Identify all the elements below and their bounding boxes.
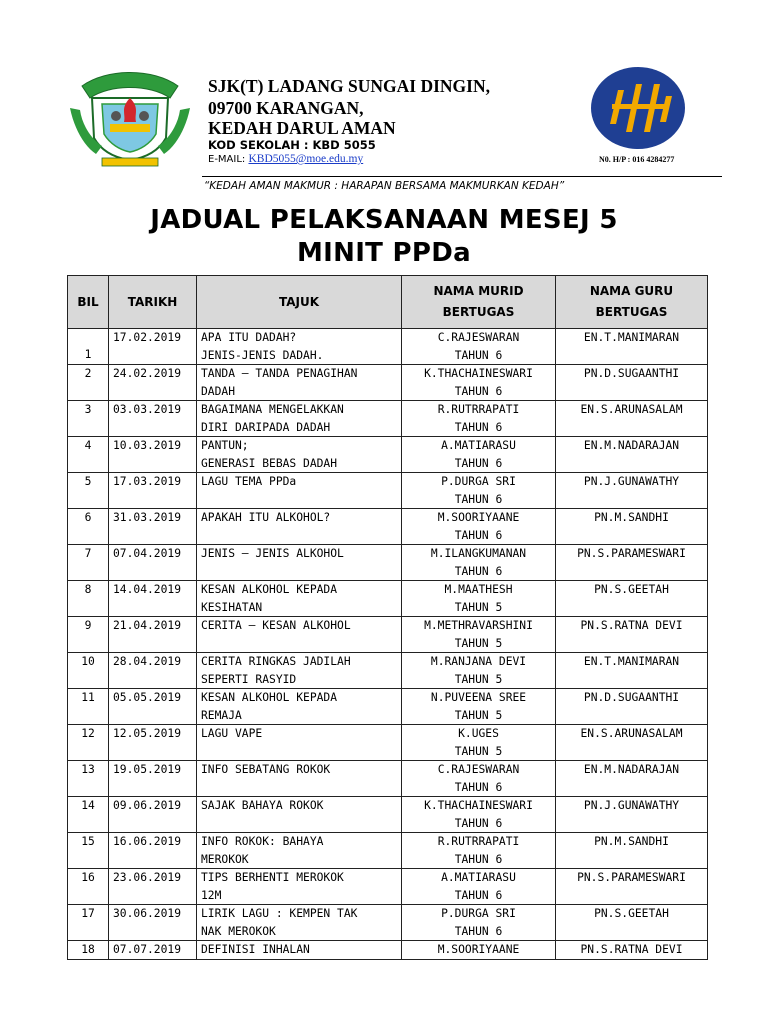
- cell-tajuk: [197, 329, 402, 365]
- tajuk-line1: KESAN ALKOHOL KEPADA: [201, 691, 338, 704]
- table-row: [68, 725, 708, 761]
- cell-bil: 15: [68, 833, 109, 869]
- cell-bil: 1: [68, 329, 109, 365]
- cell-tarikh: 03.03.2019: [109, 401, 197, 437]
- tajuk-line2: [201, 779, 397, 797]
- table-row: [68, 905, 708, 941]
- table-row: [68, 545, 708, 581]
- cell-nama-guru: PN.D.SUGAANTHI: [556, 689, 708, 725]
- cell-tarikh: 30.06.2019: [109, 905, 197, 941]
- cell-nama-guru: EN.S.ARUNASALAM: [556, 401, 708, 437]
- cell-tajuk: [197, 509, 402, 545]
- cell-nama-murid: [402, 581, 556, 617]
- header-murid-line2: BERTUGAS: [442, 305, 515, 319]
- tajuk-line2: [201, 815, 397, 833]
- tajuk-line2: SEPERTI RASYID: [201, 672, 297, 686]
- cell-nama-guru: PN.J.GUNAWATHY: [556, 473, 708, 509]
- cell-nama-guru: PN.J.GUNAWATHY: [556, 797, 708, 833]
- school-code: KOD SEKOLAH : KBD 5055: [208, 138, 376, 152]
- cell-bil: 7: [68, 545, 109, 581]
- cell-bil: 16: [68, 869, 109, 905]
- tajuk-line1: KESAN ALKOHOL KEPADA: [201, 583, 338, 596]
- tajuk-line1: APA ITU DADAH?: [201, 331, 297, 344]
- cell-nama-guru: EN.T.MANIMARAN: [556, 653, 708, 689]
- table-row: [68, 365, 708, 401]
- tajuk-line1: LIRIK LAGU : KEMPEN TAK: [201, 907, 358, 920]
- cell-tarikh: 28.04.2019: [109, 653, 197, 689]
- murid-tahun: TAHUN 6: [454, 420, 503, 434]
- tajuk-line2: KESIHATAN: [201, 600, 263, 614]
- murid-name: A.MATIARASU: [441, 439, 516, 452]
- cell-tarikh: 09.06.2019: [109, 797, 197, 833]
- cell-bil: 12: [68, 725, 109, 761]
- cell-tajuk: [197, 581, 402, 617]
- cell-tarikh: 21.04.2019: [109, 617, 197, 653]
- murid-tahun: TAHUN 6: [454, 564, 503, 578]
- phone-number: N0. H/P : 016 4284277: [599, 155, 675, 164]
- cell-tarikh: 07.07.2019: [109, 941, 197, 960]
- tajuk-line1: INFO SEBATANG ROKOK: [201, 763, 331, 776]
- cell-nama-murid: [402, 869, 556, 905]
- tajuk-line1: INFO ROKOK: BAHAYA: [201, 835, 324, 848]
- cell-tajuk: [197, 761, 402, 797]
- murid-tahun: TAHUN 6: [454, 888, 503, 902]
- header-guru-line2: BERTUGAS: [595, 305, 668, 319]
- tajuk-line2: MEROKOK: [201, 852, 249, 866]
- tajuk-line2: JENIS-JENIS DADAH.: [201, 348, 324, 362]
- tajuk-line2: [201, 563, 397, 581]
- cell-nama-guru: PN.S.GEETAH: [556, 581, 708, 617]
- table-row: [68, 509, 708, 545]
- header-nama-guru: [556, 276, 708, 329]
- cell-nama-guru: EN.M.NADARAJAN: [556, 437, 708, 473]
- cell-nama-murid: [402, 941, 556, 960]
- cell-tarikh: 23.06.2019: [109, 869, 197, 905]
- cell-tajuk: [197, 617, 402, 653]
- tajuk-line2: [201, 635, 397, 653]
- cell-tarikh: 24.02.2019: [109, 365, 197, 401]
- cell-nama-murid: [402, 797, 556, 833]
- cell-bil: 3: [68, 401, 109, 437]
- murid-name: M.RANJANA DEVI: [430, 655, 527, 668]
- cell-tarikh: 07.04.2019: [109, 545, 197, 581]
- murid-tahun: TAHUN 5: [454, 672, 503, 686]
- table-row: [68, 617, 708, 653]
- murid-name: K.THACHAINESWARI: [424, 367, 533, 380]
- title-line2: MINIT PPDa: [296, 238, 471, 268]
- cell-tarikh: 17.03.2019: [109, 473, 197, 509]
- tajuk-line2: DADAH: [201, 384, 236, 398]
- murid-tahun: TAHUN 6: [454, 456, 503, 470]
- cell-tajuk: [197, 653, 402, 689]
- murid-tahun: TAHUN 5: [454, 600, 503, 614]
- cell-nama-guru: PN.S.GEETAH: [556, 905, 708, 941]
- cell-tarikh: 05.05.2019: [109, 689, 197, 725]
- murid-name: M.SOORIYAANE: [437, 943, 520, 956]
- cell-tajuk: [197, 833, 402, 869]
- cell-nama-murid: [402, 329, 556, 365]
- cell-nama-guru: PN.M.SANDHI: [556, 509, 708, 545]
- cell-nama-murid: [402, 653, 556, 689]
- cell-nama-murid: [402, 509, 556, 545]
- cell-nama-guru: PN.S.RATNA DEVI: [556, 941, 708, 960]
- murid-name: P.DURGA SRI: [441, 907, 516, 920]
- cell-nama-guru: PN.M.SANDHI: [556, 833, 708, 869]
- tajuk-line1: APAKAH ITU ALKOHOL?: [201, 511, 331, 524]
- tajuk-line2: [201, 491, 397, 509]
- cell-nama-guru: PN.S.PARAMESWARI: [556, 545, 708, 581]
- email-label: E-MAIL:: [208, 154, 249, 165]
- document-title: [0, 204, 768, 270]
- table-row: [68, 437, 708, 473]
- tajuk-line1: TIPS BERHENTI MEROKOK: [201, 871, 344, 884]
- murid-tahun: TAHUN 6: [454, 852, 503, 866]
- cell-bil: 6: [68, 509, 109, 545]
- cell-nama-murid: [402, 905, 556, 941]
- cell-nama-guru: PN.S.RATNA DEVI: [556, 617, 708, 653]
- school-name: SJK(T) LADANG SUNGAI DINGIN,: [208, 76, 490, 96]
- cell-tajuk: [197, 905, 402, 941]
- schedule-table: [67, 275, 708, 960]
- table-row: [68, 401, 708, 437]
- cell-nama-murid: [402, 437, 556, 473]
- cell-bil: 13: [68, 761, 109, 797]
- cell-nama-murid: [402, 401, 556, 437]
- header-divider: [202, 176, 722, 177]
- tajuk-line1: TANDA – TANDA PENAGIHAN: [201, 367, 358, 380]
- murid-name: M.SOORIYAANE: [437, 511, 520, 524]
- motto: “KEDAH AMAN MAKMUR : HARAPAN BERSAMA MAKMURKAN KEDAH”: [203, 180, 565, 192]
- tajuk-line2: REMAJA: [201, 708, 242, 722]
- tajuk-line2: DIRI DARIPADA DADAH: [201, 420, 331, 434]
- cell-bil: 5: [68, 473, 109, 509]
- tajuk-line2: GENERASI BEBAS DADAH: [201, 456, 338, 470]
- cell-nama-murid: [402, 761, 556, 797]
- cell-nama-guru: EN.M.NADARAJAN: [556, 761, 708, 797]
- murid-name: M.ILANGKUMANAN: [430, 547, 527, 560]
- school-address-line2: KEDAH DARUL AMAN: [208, 118, 396, 138]
- tajuk-line1: LAGU TEMA PPDa: [201, 475, 297, 488]
- cell-tajuk: [197, 437, 402, 473]
- cell-bil: 4: [68, 437, 109, 473]
- header-murid-line1: NAMA MURID: [433, 284, 524, 298]
- tajuk-line1: LAGU VAPE: [201, 727, 263, 740]
- table-row: [68, 653, 708, 689]
- cell-bil: 17: [68, 905, 109, 941]
- tajuk-line1: BAGAIMANA MENGELAKKAN: [201, 403, 344, 416]
- murid-tahun: TAHUN 6: [454, 780, 503, 794]
- school-email-line: [208, 153, 363, 165]
- cell-nama-murid: [402, 545, 556, 581]
- murid-name: R.RUTRRAPATI: [437, 835, 520, 848]
- cell-tarikh: 19.05.2019: [109, 761, 197, 797]
- tajuk-line2: NAK MEROKOK: [201, 924, 276, 938]
- murid-name: M.METHRAVARSHINI: [424, 619, 533, 632]
- cell-bil: 9: [68, 617, 109, 653]
- cell-tajuk: [197, 689, 402, 725]
- cell-nama-murid: [402, 833, 556, 869]
- murid-tahun: TAHUN 5: [454, 708, 503, 722]
- cell-bil: 14: [68, 797, 109, 833]
- murid-name: R.RUTRRAPATI: [437, 403, 520, 416]
- murid-name: K.THACHAINESWARI: [424, 799, 533, 812]
- tajuk-line2: 12M: [201, 888, 222, 902]
- cell-nama-guru: PN.D.SUGAANTHI: [556, 365, 708, 401]
- murid-name: K.UGES: [458, 727, 499, 740]
- murid-name: A.MATIARASU: [441, 871, 516, 884]
- cell-nama-murid: [402, 617, 556, 653]
- cell-tarikh: 14.04.2019: [109, 581, 197, 617]
- table-row: [68, 941, 708, 960]
- cell-bil: 18: [68, 941, 109, 960]
- title-line1: JADUAL PELAKSANAAN MESEJ 5: [150, 205, 618, 235]
- murid-name: M.MAATHESH: [444, 583, 513, 596]
- header-nama-murid: [402, 276, 556, 329]
- header-tajuk: TAJUK: [197, 276, 402, 329]
- tajuk-line1: DEFINISI INHALAN: [201, 943, 310, 956]
- cell-nama-guru: EN.S.ARUNASALAM: [556, 725, 708, 761]
- ministry-logo: [588, 66, 688, 154]
- cell-nama-guru: PN.S.PARAMESWARI: [556, 869, 708, 905]
- tajuk-line2: [201, 743, 397, 761]
- tajuk-line1: JENIS – JENIS ALKOHOL: [201, 547, 344, 560]
- cell-nama-murid: [402, 725, 556, 761]
- cell-nama-murid: [402, 689, 556, 725]
- table-row: [68, 797, 708, 833]
- header-guru-line1: NAMA GURU: [589, 284, 674, 298]
- murid-tahun: TAHUN 6: [454, 924, 503, 938]
- cell-bil: 2: [68, 365, 109, 401]
- murid-tahun: TAHUN 6: [454, 384, 503, 398]
- murid-tahun: TAHUN 6: [454, 528, 503, 542]
- cell-bil: 8: [68, 581, 109, 617]
- cell-tarikh: 17.02.2019: [109, 329, 197, 365]
- murid-name: C.RAJESWARAN: [437, 763, 520, 776]
- cell-nama-murid: [402, 473, 556, 509]
- murid-name: N.PUVEENA SREE: [430, 691, 527, 704]
- murid-tahun: TAHUN 6: [454, 348, 503, 362]
- murid-tahun: TAHUN 6: [454, 492, 503, 506]
- cell-nama-murid: [402, 365, 556, 401]
- tajuk-line1: PANTUN;: [201, 439, 249, 452]
- school-address-line1: 09700 KARANGAN,: [208, 98, 364, 118]
- cell-tajuk: [197, 725, 402, 761]
- cell-tajuk: [197, 473, 402, 509]
- cell-nama-guru: EN.T.MANIMARAN: [556, 329, 708, 365]
- table-row: [68, 761, 708, 797]
- header-bil: BIL: [68, 276, 109, 329]
- table-row: [68, 689, 708, 725]
- tajuk-line2: [201, 527, 397, 545]
- murid-tahun: TAHUN 6: [454, 816, 503, 830]
- table-header-row: [68, 276, 708, 329]
- cell-tarikh: 10.03.2019: [109, 437, 197, 473]
- cell-tajuk: [197, 545, 402, 581]
- cell-tajuk: [197, 941, 402, 960]
- table-row: [68, 833, 708, 869]
- table-row: [68, 869, 708, 905]
- murid-tahun: TAHUN 5: [454, 636, 503, 650]
- school-crest-logo: [62, 68, 198, 168]
- cell-tajuk: [197, 401, 402, 437]
- cell-bil: 11: [68, 689, 109, 725]
- cell-tajuk: [197, 365, 402, 401]
- murid-name: P.DURGA SRI: [441, 475, 516, 488]
- tajuk-line1: SAJAK BAHAYA ROKOK: [201, 799, 324, 812]
- murid-name: C.RAJESWARAN: [437, 331, 520, 344]
- table-row: [68, 329, 708, 365]
- murid-tahun: TAHUN 5: [454, 744, 503, 758]
- cell-tarikh: 16.06.2019: [109, 833, 197, 869]
- cell-tajuk: [197, 869, 402, 905]
- cell-tarikh: 31.03.2019: [109, 509, 197, 545]
- cell-tajuk: [197, 797, 402, 833]
- email-link[interactable]: KBD5055@moe.edu.my: [248, 153, 364, 165]
- tajuk-line1: CERITA – KESAN ALKOHOL: [201, 619, 351, 632]
- header-tarikh: TARIKH: [109, 276, 197, 329]
- table-row: [68, 581, 708, 617]
- cell-tarikh: 12.05.2019: [109, 725, 197, 761]
- tajuk-line1: CERITA RINGKAS JADILAH: [201, 655, 351, 668]
- cell-bil: 10: [68, 653, 109, 689]
- table-row: [68, 473, 708, 509]
